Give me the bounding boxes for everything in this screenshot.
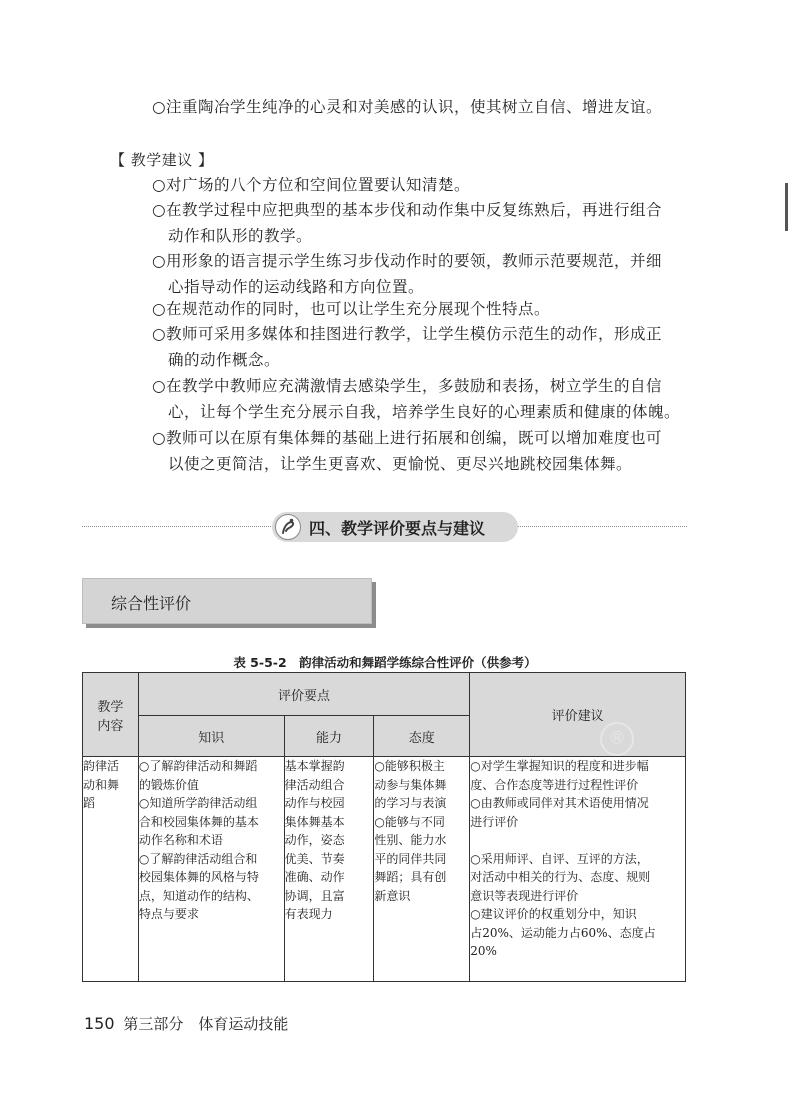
cell-line: 性别、能力水 bbox=[374, 833, 447, 847]
header-knowledge: 知识 bbox=[138, 716, 284, 757]
header-advice: 评价建议 bbox=[470, 673, 686, 757]
item-line: ○在规范动作的同时，也可以让学生充分展现个性特点。 bbox=[152, 300, 551, 318]
cell-line: ○了解韵律活动组合和 bbox=[138, 851, 258, 866]
item-line: ○教师可采用多媒体和挂图进行教学，让学生模仿示范生的动作，形成正 bbox=[152, 325, 663, 343]
cell-content bbox=[83, 757, 139, 982]
teaching-item bbox=[152, 296, 692, 322]
evaluation-box-title: 综合性评价 bbox=[111, 594, 192, 613]
intro-line: ○注重陶冶学生纯净的心灵和对美感的认识，使其树立自信、增进友谊。 bbox=[152, 98, 663, 116]
teaching-item bbox=[152, 197, 692, 249]
item-line: ○用形象的语言提示学生练习步伐动作时的要领，教师示范要规范，并细 bbox=[152, 252, 663, 270]
margin-mark bbox=[785, 183, 788, 231]
cell-line: 集体舞基本 bbox=[284, 814, 345, 829]
header-points: 评价要点 bbox=[138, 673, 469, 716]
item-line: 动作和队形的教学。 bbox=[168, 227, 313, 245]
page-footer bbox=[84, 1013, 288, 1034]
cell-attitude bbox=[374, 757, 470, 982]
cell-line: 动作与校园 bbox=[284, 796, 345, 810]
cell-line: 合和校园集体舞的基本 bbox=[138, 814, 259, 829]
cell-line: 律活动组合 bbox=[284, 777, 345, 792]
teaching-item bbox=[152, 248, 692, 300]
cell-line: 协调，且富 bbox=[284, 888, 345, 903]
cell-line: 平的同伴共同 bbox=[374, 851, 447, 866]
page-number: 150 bbox=[84, 1014, 115, 1033]
cell-line: 新意识 bbox=[374, 888, 411, 903]
teaching-item bbox=[152, 172, 692, 198]
header-content-line: 教学 bbox=[97, 699, 124, 715]
teaching-item bbox=[152, 373, 692, 425]
cell-line: ○知道所学韵律活动组 bbox=[138, 796, 258, 810]
cell-line: 动和舞 bbox=[83, 777, 120, 792]
footer-text: 第三部分 体育运动技能 bbox=[123, 1015, 289, 1033]
registered-watermark: ® bbox=[600, 722, 634, 756]
cell-line: 韵律活 bbox=[83, 759, 120, 773]
item-line: 心指导动作的运动线路和方向位置。 bbox=[168, 278, 425, 296]
header-content-line: 内容 bbox=[97, 718, 124, 734]
cell-line: 舞蹈；具有创 bbox=[374, 870, 447, 884]
item-line: ○在教学过程中应把典型的基本步伐和动作集中反复练熟后，再进行组合 bbox=[152, 201, 663, 219]
cell-line: 特点与要求 bbox=[138, 907, 199, 921]
table-caption: 表 5-5-2 韵律活动和舞蹈学练综合性评价（供参考） bbox=[233, 655, 537, 670]
cell-ability bbox=[284, 757, 374, 982]
item-line: ○对广场的八个方位和空间位置要认知清楚。 bbox=[152, 176, 471, 194]
cell-line: 度、合作态度等进行过程性评价 bbox=[470, 777, 639, 792]
item-line: ○在教学中教师应充满激情去感染学生，多鼓励和表扬，树立学生的自信 bbox=[152, 377, 663, 395]
header-attitude: 态度 bbox=[374, 716, 470, 757]
evaluation-table bbox=[82, 672, 686, 982]
cell-line: 进行评价 bbox=[470, 814, 519, 829]
cell-line: 20% bbox=[470, 944, 497, 958]
cell-line: 点，知道动作的结构、 bbox=[138, 888, 259, 903]
cell-line: 动参与集体舞 bbox=[374, 777, 447, 792]
teaching-item bbox=[152, 425, 692, 477]
cell-line: 的学习与表演 bbox=[374, 796, 447, 810]
cell-line: ○能够积极主 bbox=[374, 759, 445, 773]
cell-line: 优美、节奏 bbox=[284, 851, 345, 866]
table-row bbox=[83, 757, 686, 982]
section-banner bbox=[272, 512, 518, 542]
header-ability: 能力 bbox=[284, 716, 374, 757]
cell-line: 的锻炼价值 bbox=[138, 777, 199, 792]
cell-line: ○了解韵律活动和舞蹈 bbox=[138, 759, 258, 773]
cell-line: 意识等表现进行评价 bbox=[470, 888, 579, 903]
cell-line: 对活动中相关的行为、态度、规则 bbox=[470, 870, 651, 884]
teaching-item bbox=[152, 321, 692, 373]
cell-line: ○建议评价的权重划分中，知识 bbox=[470, 907, 637, 921]
item-line: ○教师可以在原有集体舞的基础上进行拓展和创编，既可以增加难度也可 bbox=[152, 429, 663, 447]
evaluation-box bbox=[82, 578, 372, 624]
cell-line: 动作，姿态 bbox=[284, 833, 345, 847]
cell-line: ○能够与不同 bbox=[374, 814, 445, 829]
item-line: 确的动作概念。 bbox=[168, 351, 281, 369]
cell-line: 占20%、运动能力占60%、态度占 bbox=[470, 925, 656, 940]
cell-line: 有表现力 bbox=[284, 907, 333, 921]
cell-line bbox=[470, 831, 685, 850]
cell-line: 动作名称和术语 bbox=[138, 833, 223, 847]
item-line: 以使之更简洁，让学生更喜欢、更愉悦、更尽兴地跳校园集体舞。 bbox=[168, 455, 633, 473]
teaching-heading: 【 教学建议 】 bbox=[110, 151, 214, 169]
cell-line: ○采用师评、自评、互评的方法， bbox=[470, 851, 649, 866]
cell-line: 蹈 bbox=[83, 796, 96, 810]
cell-line: ○对学生掌握知识的程度和进步幅 bbox=[470, 759, 649, 773]
cell-line: 基本掌握韵 bbox=[284, 759, 345, 773]
cell-advice bbox=[470, 757, 686, 982]
cell-knowledge bbox=[138, 757, 284, 982]
cell-line: 校园集体舞的风格与特 bbox=[138, 870, 259, 884]
figure-icon bbox=[275, 514, 301, 540]
cell-line: ○由教师或同伴对其术语使用情况 bbox=[470, 796, 649, 810]
cell-line: 准确、动作 bbox=[284, 870, 345, 884]
section-title: 四、教学评价要点与建议 bbox=[309, 518, 486, 538]
header-content bbox=[83, 673, 139, 757]
item-line: 心，让每个学生充分展示自我，培养学生良好的心理素质和健康的体魄。 bbox=[168, 403, 681, 421]
